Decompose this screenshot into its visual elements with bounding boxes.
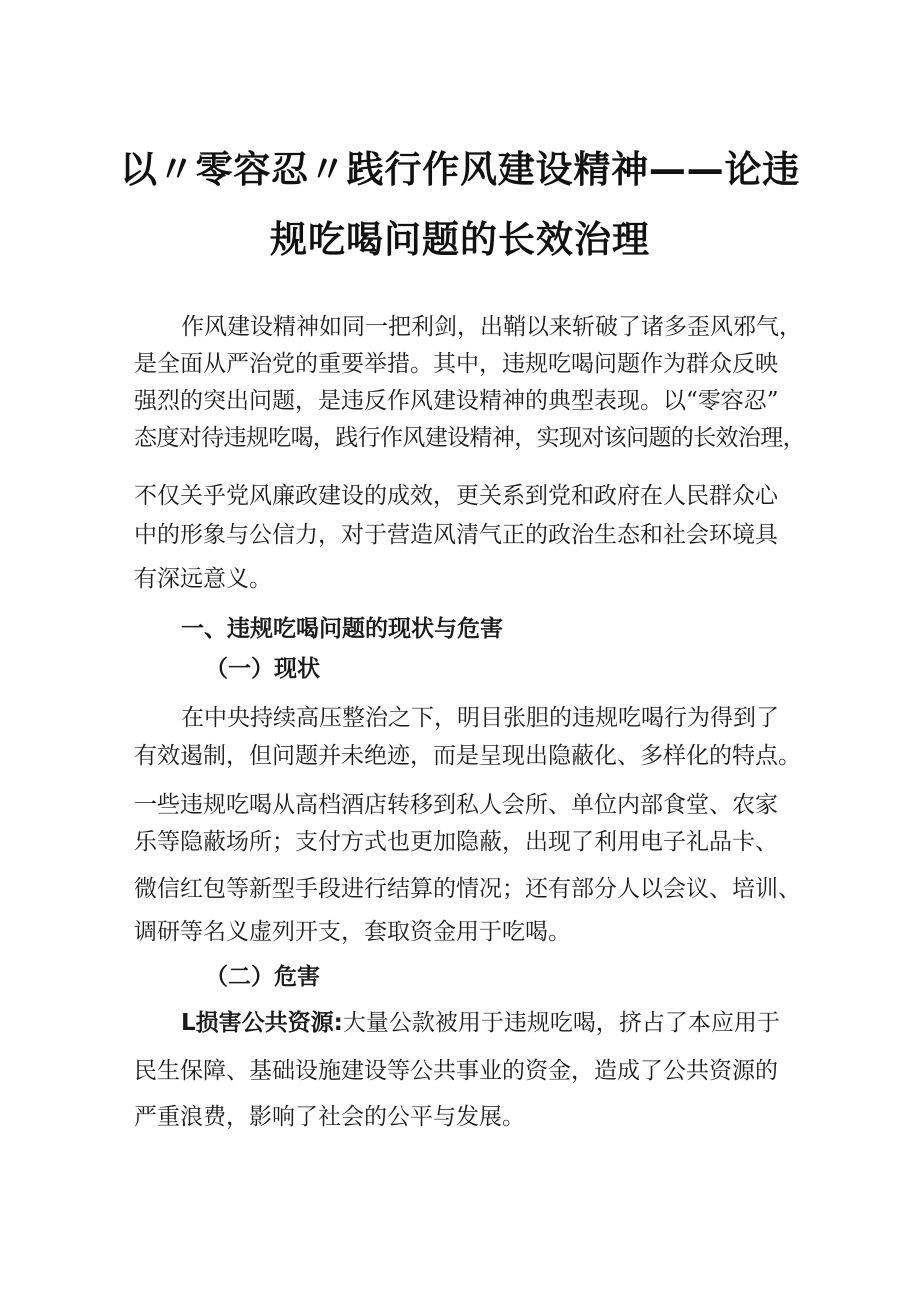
status-line: 一些违规吃喝从高档酒店转移到私人会所、单位内部食堂、农家 — [134, 792, 778, 818]
harm-line-first — [181, 1008, 780, 1038]
status-line: 微信红包等新型手段进行结算的情况；还有部分人以会议、培训、 — [134, 876, 801, 902]
status-line: 乐等隐蔽场所；支付方式也更加隐蔽，出现了利用电子礼品卡、 — [134, 829, 778, 855]
intro-line: 态度对待违规吃喝，践行作风建设精神，实现对该问题的长效治理， — [134, 425, 806, 451]
section-heading-1: 一、违规吃喝问题的现状与危害 — [181, 616, 503, 642]
intro-line: 强烈的突出问题，是违反作风建设精神的典型表现。以“零容忍” — [134, 388, 779, 414]
harm-line: 严重浪费，影响了社会的公平与发展。 — [134, 1104, 525, 1130]
harm-line: 民生保障、基础设施建设等公共事业的资金，造成了公共资源的 — [134, 1058, 778, 1084]
intro-line: 作风建设精神如同一把利剑，出鞘以来斩破了诸多歪风邪气， — [181, 314, 802, 340]
subsection-heading-status: （一）现状 — [205, 656, 320, 682]
harm-item-label: L损害公共资源: — [181, 1010, 343, 1036]
intro-line: 中的形象与公信力，对于营造风清气正的政治生态和社会环境具 — [134, 522, 778, 548]
status-line: 调研等名义虚列开支，套取资金用于吃喝。 — [134, 919, 571, 945]
harm-item-text: 大量公款被用于违规吃喝，挤占了本应用于 — [342, 1010, 780, 1036]
status-line: 在中央持续高压整治之下，明目张胆的违规吃喝行为得到了 — [181, 705, 779, 731]
status-line: 有效遏制，但问题并未绝迹，而是呈现出隐蔽化、多样化的特点。 — [134, 743, 801, 769]
intro-line: 有深远意义。 — [134, 566, 272, 592]
document-title-line-2: 规吃喝问题的长效治理 — [270, 218, 650, 261]
intro-line: 不仅关乎党风廉政建设的成效，更关系到党和政府在人民群众心 — [134, 483, 778, 509]
subsection-heading-harm: （二）危害 — [205, 964, 320, 990]
intro-line: 是全面从严治党的重要举措。其中，违规吃喝问题作为群众反映 — [134, 351, 778, 377]
document-title-line-1: 以〃零容忍〃践行作风建设精神——论违 — [120, 148, 800, 191]
